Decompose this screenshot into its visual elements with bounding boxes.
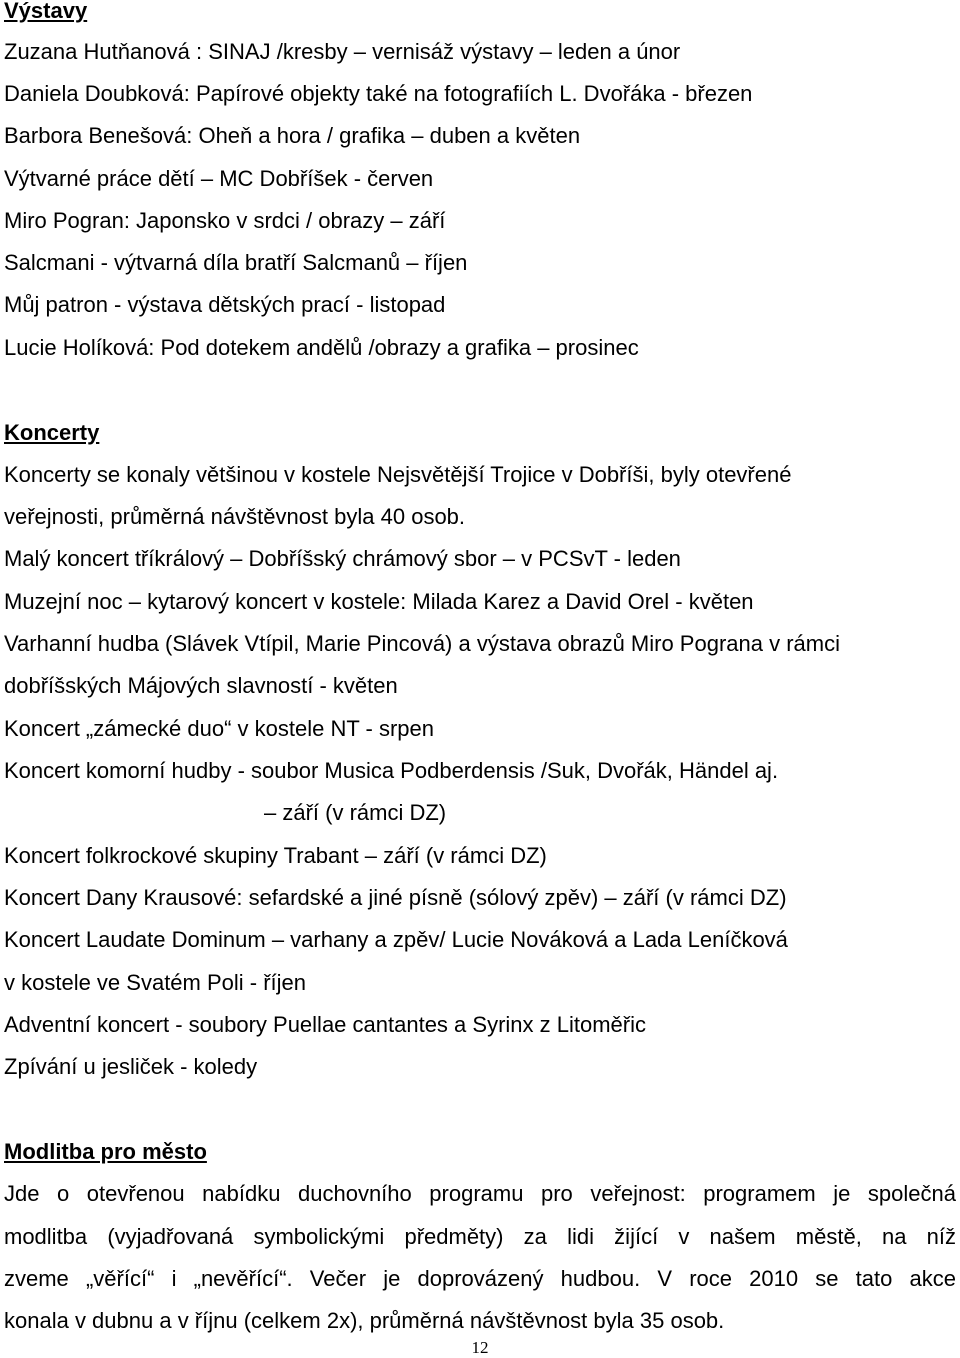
concert-item: Varhanní hudba (Slávek Vtípil, Marie Pincová) a výstava obrazů Miro Pograna v rámci <box>4 631 840 656</box>
exhibition-item: Lucie Holíková: Pod dotekem andělů /obrazy a grafika – prosinec <box>4 335 639 360</box>
concert-item: v kostele ve Svatém Poli - říjen <box>4 970 307 995</box>
exhibition-item: Daniela Doubková: Papírové objekty také na fotografiích L. Dvořáka - březen <box>4 81 753 106</box>
prayer-paragraph-line: modlitba (vyjadřovaná symbolickými předměty) za lidi žijící v našem městě, na níž <box>4 1224 956 1249</box>
concerts-intro: Koncerty se konaly většinou v kostele Nejsvětější Trojice v Dobříši, byly otevřené <box>4 462 792 487</box>
document-page <box>4 0 956 1357</box>
concerts-intro: veřejnosti, průměrná návštěvnost byla 40 osob. <box>4 504 466 529</box>
page-number: 12 <box>471 1338 489 1357</box>
exhibition-item: Barbora Benešová: Oheň a hora / grafika – duben a květen <box>4 123 581 148</box>
concerts-heading: Koncerty <box>4 420 100 445</box>
exhibition-item: Výtvarné práce dětí – MC Dobříšek - červen <box>4 166 434 191</box>
concert-item: Zpívání u jesliček - koledy <box>4 1054 258 1079</box>
exhibition-item: Miro Pogran: Japonsko v srdci / obrazy – září <box>4 208 446 233</box>
exhibition-item: Salcmani - výtvarná díla bratří Salcmanů – říjen <box>4 250 468 275</box>
exhibition-item: Můj patron - výstava dětských prací - listopad <box>4 292 446 317</box>
prayer-paragraph-line: zveme „věřící“ i „nevěřící“. Večer je doprovázený hudbou. V roce 2010 se tato akce <box>4 1266 956 1291</box>
concert-item: dobříšských Májových slavností - květen <box>4 673 398 698</box>
concert-item: Koncert Laudate Dominum – varhany a zpěv/ Lucie Nováková a Lada Leníčková <box>4 927 788 952</box>
concert-item: – září (v rámci DZ) <box>264 800 447 825</box>
prayer-paragraph-line: Jde o otevřenou nabídku duchovního programu pro veřejnost: programem je společná <box>4 1181 956 1206</box>
concert-item: Koncert komorní hudby - soubor Musica Podberdensis /Suk, Dvořák, Händel aj. <box>4 758 779 783</box>
concert-item: Muzejní noc – kytarový koncert v kostele: Milada Karez a David Orel - květen <box>4 589 754 614</box>
concert-item: Koncert „zámecké duo“ v kostele NT - srpen <box>4 716 434 741</box>
concert-item: Malý koncert tříkrálový – Dobříšský chrámový sbor – v PCSvT - leden <box>4 546 681 571</box>
concert-item: Koncert folkrockové skupiny Trabant – září (v rámci DZ) <box>4 843 547 868</box>
concert-item: Koncert Dany Krausové: sefardské a jiné písně (sólový zpěv) – září (v rámci DZ) <box>4 885 787 910</box>
concert-item: Adventní koncert - soubory Puellae cantantes a Syrinx z Litoměřic <box>4 1012 646 1037</box>
prayer-heading: Modlitba pro město <box>4 1139 207 1164</box>
exhibition-item: Zuzana Hutňanová : SINAJ /kresby – vernisáž výstavy – leden a únor <box>4 39 681 64</box>
exhibitions-heading: Výstavy <box>4 0 88 23</box>
prayer-paragraph-line: konala v dubnu a v říjnu (celkem 2x), průměrná návštěvnost byla 35 osob. <box>4 1308 725 1333</box>
